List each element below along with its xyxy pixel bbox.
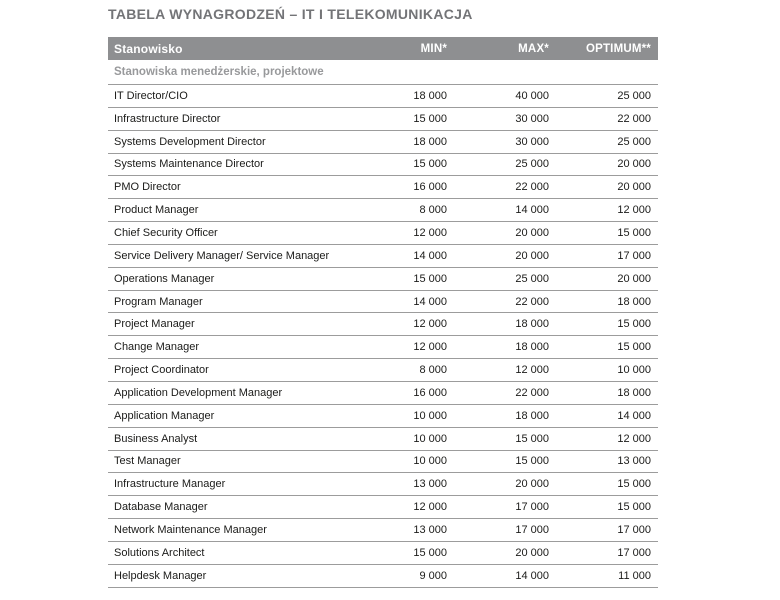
table-row — [108, 496, 658, 519]
max-cell: 12 000 — [515, 364, 549, 377]
table-row — [108, 245, 658, 268]
min-cell: 18 000 — [413, 89, 447, 102]
max-cell: 18 000 — [515, 341, 549, 354]
position-cell: Application Development Manager — [114, 386, 283, 399]
min-cell: 8 000 — [419, 364, 447, 377]
position-cell: Infrastructure Manager — [114, 478, 226, 491]
max-cell: 15 000 — [515, 455, 549, 468]
optimum-cell: 17 000 — [617, 546, 651, 559]
max-cell: 18 000 — [515, 409, 549, 422]
position-cell: Application Manager — [114, 409, 215, 422]
max-cell: 15 000 — [515, 432, 549, 445]
max-cell: 20 000 — [515, 546, 549, 559]
min-cell: 12 000 — [413, 318, 447, 331]
optimum-cell: 13 000 — [617, 455, 651, 468]
max-cell: 14 000 — [515, 204, 549, 217]
salary-table — [108, 37, 658, 588]
table-row — [108, 451, 658, 474]
section-label: Stanowiska menedżerskie, projektowe — [114, 66, 324, 78]
optimum-cell: 17 000 — [617, 523, 651, 536]
position-cell: Solutions Architect — [114, 546, 205, 559]
table-row — [108, 131, 658, 154]
page-title: TABELA WYNAGRODZEŃ – IT I TELEKOMUNIKACJA — [108, 6, 473, 22]
min-cell: 14 000 — [413, 249, 447, 262]
position-cell: Systems Development Director — [114, 135, 266, 148]
optimum-cell: 11 000 — [618, 569, 651, 582]
report-page — [108, 0, 658, 588]
position-cell: Service Delivery Manager/ Service Manager — [114, 249, 330, 262]
min-cell: 16 000 — [413, 386, 447, 399]
max-cell: 18 000 — [515, 318, 549, 331]
min-cell: 12 000 — [413, 501, 447, 514]
max-cell: 30 000 — [515, 112, 549, 125]
max-cell: 25 000 — [515, 272, 549, 285]
optimum-cell: 17 000 — [617, 249, 651, 262]
max-cell: 20 000 — [515, 478, 549, 491]
max-cell: 17 000 — [515, 501, 549, 514]
min-cell: 16 000 — [413, 181, 447, 194]
min-cell: 15 000 — [413, 272, 447, 285]
max-cell: 20 000 — [515, 226, 549, 239]
table-row — [108, 565, 658, 588]
table-row — [108, 291, 658, 314]
column-header-position: Stanowisko — [114, 41, 183, 56]
optimum-cell: 22 000 — [617, 112, 651, 125]
max-cell: 22 000 — [515, 386, 549, 399]
optimum-cell: 12 000 — [617, 204, 651, 217]
min-cell: 14 000 — [413, 295, 447, 308]
table-row — [108, 405, 658, 428]
position-cell: Product Manager — [114, 204, 199, 217]
column-header-max: MAX* — [518, 42, 549, 55]
position-cell: PMO Director — [114, 181, 181, 194]
table-row — [108, 154, 658, 177]
table-row — [108, 473, 658, 496]
optimum-cell: 15 000 — [617, 341, 651, 354]
position-cell: Helpdesk Manager — [114, 569, 207, 582]
table-row — [108, 313, 658, 336]
table-row — [108, 108, 658, 131]
optimum-cell: 12 000 — [617, 432, 651, 445]
table-header-row — [108, 37, 658, 60]
position-cell: Network Maintenance Manager — [114, 523, 267, 536]
min-cell: 15 000 — [413, 158, 447, 171]
min-cell: 10 000 — [413, 432, 447, 445]
table-row — [108, 336, 658, 359]
min-cell: 13 000 — [413, 478, 447, 491]
column-header-min: MIN* — [420, 42, 447, 55]
table-row — [108, 359, 658, 382]
optimum-cell: 20 000 — [617, 181, 651, 194]
min-cell: 10 000 — [413, 409, 447, 422]
position-cell: Database Manager — [114, 501, 208, 514]
table-row — [108, 428, 658, 451]
optimum-cell: 18 000 — [617, 386, 651, 399]
table-row — [108, 222, 658, 245]
min-cell: 12 000 — [413, 226, 447, 239]
optimum-cell: 10 000 — [617, 364, 651, 377]
column-header-optimum: OPTIMUM** — [585, 42, 651, 55]
table-row — [108, 176, 658, 199]
min-cell: 8 000 — [419, 204, 447, 217]
table-row — [108, 382, 658, 405]
table-row — [108, 199, 658, 222]
position-cell: Test Manager — [114, 455, 181, 468]
table-row — [108, 542, 658, 565]
max-cell: 20 000 — [515, 249, 549, 262]
position-cell: Systems Maintenance Director — [114, 158, 264, 171]
min-cell: 9 000 — [419, 569, 447, 582]
position-cell: Program Manager — [114, 295, 203, 308]
optimum-cell: 25 000 — [617, 89, 651, 102]
section-label-row — [108, 60, 658, 85]
table-body — [108, 85, 658, 588]
table-row — [108, 268, 658, 291]
max-cell: 22 000 — [515, 181, 549, 194]
optimum-cell: 18 000 — [617, 295, 651, 308]
max-cell: 40 000 — [515, 89, 549, 102]
max-cell: 17 000 — [515, 523, 549, 536]
position-cell: Chief Security Officer — [114, 226, 218, 239]
min-cell: 13 000 — [413, 523, 447, 536]
max-cell: 14 000 — [515, 569, 549, 582]
position-cell: Project Manager — [114, 318, 195, 331]
min-cell: 18 000 — [413, 135, 447, 148]
optimum-cell: 15 000 — [617, 318, 651, 331]
position-cell: Operations Manager — [114, 272, 215, 285]
optimum-cell: 25 000 — [617, 135, 651, 148]
min-cell: 12 000 — [413, 341, 447, 354]
max-cell: 30 000 — [515, 135, 549, 148]
optimum-cell: 14 000 — [617, 409, 651, 422]
position-cell: Project Coordinator — [114, 364, 209, 377]
position-cell: Business Analyst — [114, 432, 198, 445]
position-cell: Change Manager — [114, 341, 200, 354]
optimum-cell: 15 000 — [617, 501, 651, 514]
table-row — [108, 519, 658, 542]
max-cell: 25 000 — [515, 158, 549, 171]
min-cell: 15 000 — [413, 112, 447, 125]
optimum-cell: 20 000 — [617, 272, 651, 285]
max-cell: 22 000 — [515, 295, 549, 308]
optimum-cell: 15 000 — [617, 226, 651, 239]
optimum-cell: 15 000 — [617, 478, 651, 491]
position-cell: IT Director/CIO — [114, 89, 188, 102]
table-row — [108, 85, 658, 108]
min-cell: 10 000 — [413, 455, 447, 468]
position-cell: Infrastructure Director — [114, 112, 221, 125]
optimum-cell: 20 000 — [617, 158, 651, 171]
min-cell: 15 000 — [413, 546, 447, 559]
